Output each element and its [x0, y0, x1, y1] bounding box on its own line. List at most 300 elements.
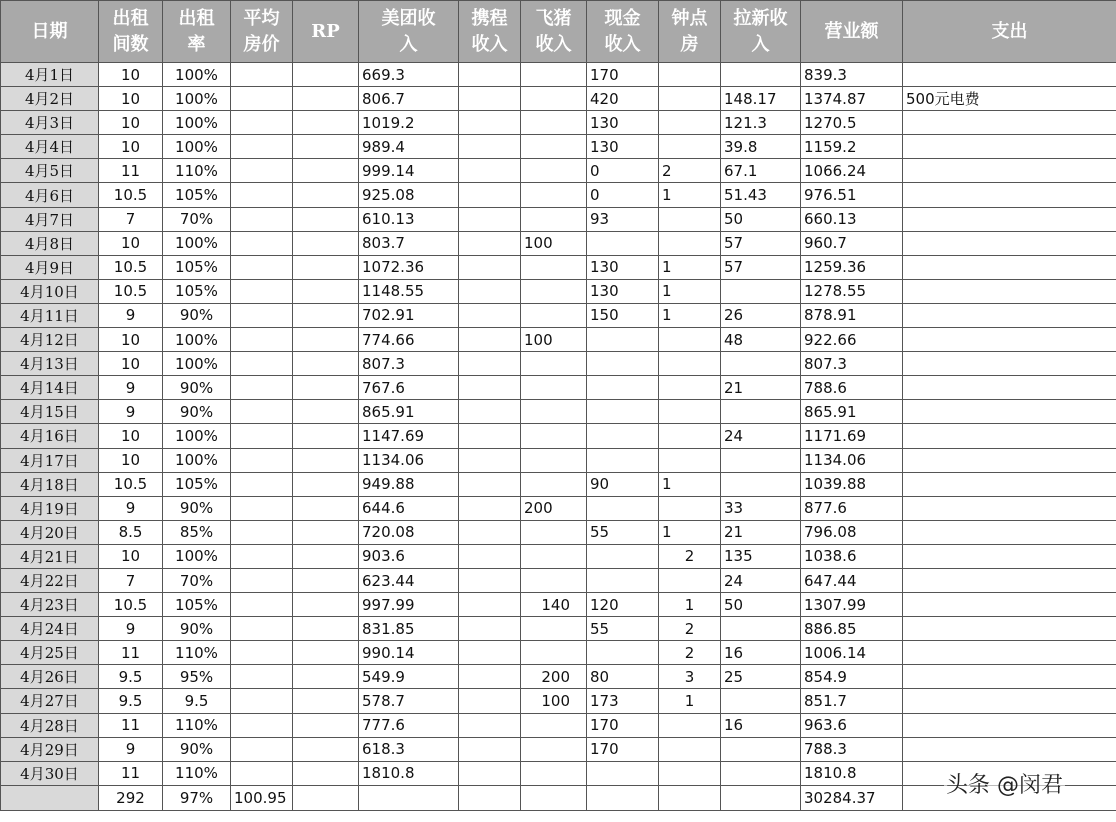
cell-meituan[interactable]: 997.99 [359, 593, 459, 617]
cell-expense[interactable] [903, 63, 1116, 87]
cell-ctrip[interactable] [459, 689, 521, 713]
cell-new-customer[interactable]: 39.8 [721, 135, 801, 159]
cell-revenue[interactable]: 788.3 [801, 737, 903, 761]
cell-hourly[interactable]: 1 [659, 255, 721, 279]
cell-meituan[interactable]: 807.3 [359, 352, 459, 376]
cell-rate[interactable]: 100% [163, 448, 231, 472]
cell-rate[interactable]: 100% [163, 328, 231, 352]
cell-rate[interactable]: 95% [163, 665, 231, 689]
cell-expense[interactable] [903, 255, 1116, 279]
cell-rooms[interactable]: 11 [99, 641, 163, 665]
cell-revenue[interactable]: 1259.36 [801, 255, 903, 279]
cell-revenue[interactable]: 1810.8 [801, 761, 903, 785]
cell-new-customer[interactable]: 33 [721, 496, 801, 520]
cell-expense[interactable] [903, 400, 1116, 424]
cell-new-customer[interactable]: 135 [721, 544, 801, 568]
cell-ctrip[interactable] [459, 63, 521, 87]
cell-hourly[interactable] [659, 231, 721, 255]
cell-date[interactable]: 4月29日 [1, 737, 99, 761]
cell-cash[interactable]: 0 [587, 183, 659, 207]
cell-avg-price[interactable] [231, 352, 293, 376]
column-header-cash[interactable] [587, 1, 659, 63]
cell-meituan[interactable]: 949.88 [359, 472, 459, 496]
cell-rate[interactable]: 90% [163, 400, 231, 424]
cell-ctrip[interactable] [459, 279, 521, 303]
cell-cash[interactable] [587, 785, 659, 810]
cell-avg-price[interactable] [231, 159, 293, 183]
cell-ctrip[interactable] [459, 400, 521, 424]
cell-rp[interactable] [293, 568, 359, 592]
cell-rooms[interactable]: 9 [99, 496, 163, 520]
cell-cash[interactable]: 55 [587, 520, 659, 544]
cell-rooms[interactable]: 292 [99, 785, 163, 810]
cell-date[interactable]: 4月3日 [1, 111, 99, 135]
cell-expense[interactable] [903, 472, 1116, 496]
cell-meituan[interactable]: 999.14 [359, 159, 459, 183]
cell-rate[interactable]: 105% [163, 255, 231, 279]
cell-hourly[interactable] [659, 737, 721, 761]
cell-avg-price[interactable] [231, 761, 293, 785]
cell-date[interactable]: 4月17日 [1, 448, 99, 472]
cell-expense[interactable] [903, 328, 1116, 352]
cell-rate[interactable]: 90% [163, 376, 231, 400]
cell-rooms[interactable]: 10 [99, 544, 163, 568]
cell-cash[interactable] [587, 641, 659, 665]
cell-meituan[interactable]: 1810.8 [359, 761, 459, 785]
cell-fliggy[interactable] [521, 785, 587, 810]
cell-avg-price[interactable] [231, 665, 293, 689]
cell-new-customer[interactable] [721, 761, 801, 785]
cell-rate[interactable]: 100% [163, 544, 231, 568]
cell-rp[interactable] [293, 424, 359, 448]
cell-avg-price[interactable] [231, 593, 293, 617]
cell-rp[interactable] [293, 761, 359, 785]
cell-rp[interactable] [293, 641, 359, 665]
cell-revenue[interactable]: 1134.06 [801, 448, 903, 472]
cell-hourly[interactable] [659, 135, 721, 159]
cell-date[interactable]: 4月19日 [1, 496, 99, 520]
column-header-meituan[interactable] [359, 1, 459, 63]
cell-ctrip[interactable] [459, 231, 521, 255]
cell-cash[interactable]: 55 [587, 617, 659, 641]
cell-meituan[interactable]: 806.7 [359, 87, 459, 111]
cell-date[interactable]: 4月7日 [1, 207, 99, 231]
cell-cash[interactable] [587, 424, 659, 448]
cell-rooms[interactable]: 9 [99, 737, 163, 761]
cell-meituan[interactable]: 623.44 [359, 568, 459, 592]
cell-date[interactable]: 4月15日 [1, 400, 99, 424]
cell-revenue[interactable]: 886.85 [801, 617, 903, 641]
cell-cash[interactable] [587, 568, 659, 592]
cell-fliggy[interactable]: 200 [521, 496, 587, 520]
cell-rate[interactable]: 105% [163, 183, 231, 207]
cell-meituan[interactable]: 1019.2 [359, 111, 459, 135]
cell-rate[interactable]: 100% [163, 63, 231, 87]
cell-hourly[interactable]: 1 [659, 472, 721, 496]
cell-hourly[interactable] [659, 207, 721, 231]
cell-expense[interactable]: 500元电费 [903, 87, 1116, 111]
cell-date[interactable]: 4月4日 [1, 135, 99, 159]
cell-rate[interactable]: 90% [163, 737, 231, 761]
cell-date[interactable]: 4月10日 [1, 279, 99, 303]
cell-rp[interactable] [293, 737, 359, 761]
cell-rate[interactable]: 100% [163, 135, 231, 159]
cell-new-customer[interactable] [721, 617, 801, 641]
column-header-hourly[interactable] [659, 1, 721, 63]
cell-expense[interactable] [903, 183, 1116, 207]
cell-revenue[interactable]: 851.7 [801, 689, 903, 713]
cell-hourly[interactable] [659, 111, 721, 135]
cell-new-customer[interactable]: 121.3 [721, 111, 801, 135]
cell-revenue[interactable]: 1159.2 [801, 135, 903, 159]
cell-fliggy[interactable] [521, 568, 587, 592]
cell-fliggy[interactable]: 200 [521, 665, 587, 689]
cell-new-customer[interactable] [721, 279, 801, 303]
cell-avg-price[interactable] [231, 303, 293, 327]
cell-ctrip[interactable] [459, 737, 521, 761]
cell-avg-price[interactable] [231, 87, 293, 111]
cell-date[interactable]: 4月23日 [1, 593, 99, 617]
cell-rp[interactable] [293, 87, 359, 111]
cell-rate[interactable]: 105% [163, 279, 231, 303]
cell-cash[interactable]: 173 [587, 689, 659, 713]
column-header-rooms[interactable] [99, 1, 163, 63]
cell-expense[interactable] [903, 689, 1116, 713]
cell-rp[interactable] [293, 665, 359, 689]
cell-rp[interactable] [293, 448, 359, 472]
cell-cash[interactable]: 93 [587, 207, 659, 231]
cell-hourly[interactable] [659, 448, 721, 472]
column-header-rp[interactable] [293, 1, 359, 63]
cell-rooms[interactable]: 10 [99, 63, 163, 87]
cell-meituan[interactable]: 610.13 [359, 207, 459, 231]
cell-rp[interactable] [293, 159, 359, 183]
cell-rp[interactable] [293, 376, 359, 400]
cell-new-customer[interactable]: 21 [721, 520, 801, 544]
column-header-avg-price[interactable] [231, 1, 293, 63]
cell-rate[interactable]: 110% [163, 159, 231, 183]
cell-rate[interactable]: 97% [163, 785, 231, 810]
cell-revenue[interactable]: 878.91 [801, 303, 903, 327]
cell-ctrip[interactable] [459, 520, 521, 544]
cell-new-customer[interactable]: 25 [721, 665, 801, 689]
cell-meituan[interactable]: 903.6 [359, 544, 459, 568]
cell-new-customer[interactable] [721, 352, 801, 376]
cell-expense[interactable] [903, 303, 1116, 327]
cell-date[interactable]: 4月18日 [1, 472, 99, 496]
cell-new-customer[interactable]: 16 [721, 713, 801, 737]
cell-ctrip[interactable] [459, 713, 521, 737]
cell-revenue[interactable]: 1270.5 [801, 111, 903, 135]
cell-avg-price[interactable] [231, 641, 293, 665]
cell-rp[interactable] [293, 472, 359, 496]
cell-fliggy[interactable]: 100 [521, 328, 587, 352]
cell-ctrip[interactable] [459, 328, 521, 352]
cell-cash[interactable]: 420 [587, 87, 659, 111]
cell-date[interactable]: 4月11日 [1, 303, 99, 327]
cell-rp[interactable] [293, 520, 359, 544]
cell-date[interactable]: 4月22日 [1, 568, 99, 592]
cell-expense[interactable] [903, 544, 1116, 568]
cell-cash[interactable] [587, 761, 659, 785]
cell-rp[interactable] [293, 303, 359, 327]
cell-fliggy[interactable] [521, 303, 587, 327]
cell-revenue[interactable]: 976.51 [801, 183, 903, 207]
cell-date[interactable]: 4月24日 [1, 617, 99, 641]
column-header-ctrip[interactable] [459, 1, 521, 63]
cell-revenue[interactable]: 647.44 [801, 568, 903, 592]
cell-new-customer[interactable]: 50 [721, 207, 801, 231]
cell-date[interactable]: 4月5日 [1, 159, 99, 183]
cell-meituan[interactable]: 925.08 [359, 183, 459, 207]
cell-rp[interactable] [293, 352, 359, 376]
cell-meituan[interactable]: 990.14 [359, 641, 459, 665]
cell-expense[interactable] [903, 376, 1116, 400]
cell-avg-price[interactable] [231, 424, 293, 448]
cell-rate[interactable]: 110% [163, 761, 231, 785]
cell-expense[interactable] [903, 159, 1116, 183]
cell-rate[interactable]: 90% [163, 617, 231, 641]
cell-rp[interactable] [293, 111, 359, 135]
cell-hourly[interactable] [659, 713, 721, 737]
cell-rp[interactable] [293, 63, 359, 87]
column-header-expense[interactable] [903, 1, 1116, 63]
cell-rooms[interactable]: 11 [99, 761, 163, 785]
cell-rooms[interactable]: 10.5 [99, 472, 163, 496]
cell-new-customer[interactable]: 50 [721, 593, 801, 617]
cell-hourly[interactable] [659, 87, 721, 111]
cell-revenue[interactable]: 660.13 [801, 207, 903, 231]
cell-rooms[interactable]: 10.5 [99, 183, 163, 207]
cell-expense[interactable] [903, 520, 1116, 544]
cell-rate[interactable]: 105% [163, 472, 231, 496]
cell-date[interactable]: 4月9日 [1, 255, 99, 279]
cell-meituan[interactable]: 1134.06 [359, 448, 459, 472]
cell-avg-price[interactable] [231, 689, 293, 713]
cell-fliggy[interactable] [521, 472, 587, 496]
cell-revenue[interactable]: 963.6 [801, 713, 903, 737]
cell-meituan[interactable]: 720.08 [359, 520, 459, 544]
cell-rp[interactable] [293, 496, 359, 520]
cell-fliggy[interactable]: 100 [521, 231, 587, 255]
cell-meituan[interactable]: 831.85 [359, 617, 459, 641]
cell-rooms[interactable]: 9.5 [99, 665, 163, 689]
cell-cash[interactable]: 130 [587, 255, 659, 279]
cell-fliggy[interactable] [521, 520, 587, 544]
cell-expense[interactable] [903, 207, 1116, 231]
cell-date[interactable]: 4月21日 [1, 544, 99, 568]
cell-avg-price[interactable] [231, 328, 293, 352]
cell-new-customer[interactable]: 24 [721, 568, 801, 592]
cell-fliggy[interactable]: 100 [521, 689, 587, 713]
cell-hourly[interactable]: 1 [659, 183, 721, 207]
cell-ctrip[interactable] [459, 761, 521, 785]
cell-cash[interactable]: 0 [587, 159, 659, 183]
cell-expense[interactable] [903, 593, 1116, 617]
cell-rooms[interactable]: 9 [99, 617, 163, 641]
cell-fliggy[interactable] [521, 376, 587, 400]
cell-cash[interactable]: 150 [587, 303, 659, 327]
cell-avg-price[interactable] [231, 63, 293, 87]
cell-cash[interactable]: 120 [587, 593, 659, 617]
cell-rate[interactable]: 70% [163, 207, 231, 231]
cell-date[interactable]: 4月12日 [1, 328, 99, 352]
cell-rp[interactable] [293, 231, 359, 255]
cell-avg-price[interactable] [231, 400, 293, 424]
cell-fliggy[interactable] [521, 544, 587, 568]
cell-rate[interactable]: 70% [163, 568, 231, 592]
cell-expense[interactable] [903, 424, 1116, 448]
cell-revenue[interactable]: 839.3 [801, 63, 903, 87]
cell-cash[interactable]: 170 [587, 63, 659, 87]
cell-revenue[interactable]: 788.6 [801, 376, 903, 400]
cell-avg-price[interactable] [231, 472, 293, 496]
cell-fliggy[interactable] [521, 737, 587, 761]
cell-expense[interactable] [903, 111, 1116, 135]
cell-cash[interactable] [587, 328, 659, 352]
cell-date[interactable]: 4月26日 [1, 665, 99, 689]
cell-revenue[interactable]: 1171.69 [801, 424, 903, 448]
cell-avg-price[interactable] [231, 737, 293, 761]
cell-rate[interactable]: 9.5 [163, 689, 231, 713]
cell-revenue[interactable]: 877.6 [801, 496, 903, 520]
cell-expense[interactable] [903, 665, 1116, 689]
cell-avg-price[interactable] [231, 376, 293, 400]
cell-rate[interactable]: 110% [163, 641, 231, 665]
cell-date[interactable]: 4月14日 [1, 376, 99, 400]
cell-revenue[interactable]: 30284.37 [801, 785, 903, 810]
cell-rooms[interactable]: 10.5 [99, 279, 163, 303]
cell-expense[interactable] [903, 617, 1116, 641]
cell-rooms[interactable]: 10 [99, 135, 163, 159]
cell-ctrip[interactable] [459, 376, 521, 400]
cell-rooms[interactable]: 9 [99, 376, 163, 400]
cell-revenue[interactable]: 796.08 [801, 520, 903, 544]
cell-meituan[interactable]: 578.7 [359, 689, 459, 713]
cell-rooms[interactable]: 10 [99, 231, 163, 255]
cell-rooms[interactable]: 10 [99, 87, 163, 111]
cell-new-customer[interactable]: 26 [721, 303, 801, 327]
cell-new-customer[interactable]: 16 [721, 641, 801, 665]
cell-rp[interactable] [293, 785, 359, 810]
cell-meituan[interactable]: 1072.36 [359, 255, 459, 279]
cell-new-customer[interactable] [721, 448, 801, 472]
cell-rate[interactable]: 100% [163, 111, 231, 135]
cell-meituan[interactable]: 989.4 [359, 135, 459, 159]
cell-date[interactable]: 4月6日 [1, 183, 99, 207]
cell-expense[interactable] [903, 713, 1116, 737]
cell-date[interactable] [1, 785, 99, 810]
cell-hourly[interactable] [659, 785, 721, 810]
cell-cash[interactable] [587, 376, 659, 400]
cell-date[interactable]: 4月13日 [1, 352, 99, 376]
cell-rp[interactable] [293, 400, 359, 424]
cell-meituan[interactable]: 618.3 [359, 737, 459, 761]
cell-meituan[interactable]: 774.66 [359, 328, 459, 352]
cell-new-customer[interactable] [721, 400, 801, 424]
cell-fliggy[interactable] [521, 617, 587, 641]
cell-expense[interactable] [903, 352, 1116, 376]
cell-ctrip[interactable] [459, 665, 521, 689]
cell-rate[interactable]: 90% [163, 303, 231, 327]
cell-rp[interactable] [293, 617, 359, 641]
cell-hourly[interactable]: 2 [659, 641, 721, 665]
cell-rate[interactable]: 100% [163, 231, 231, 255]
cell-new-customer[interactable] [721, 737, 801, 761]
cell-fliggy[interactable] [521, 111, 587, 135]
cell-avg-price[interactable] [231, 183, 293, 207]
cell-meituan[interactable] [359, 785, 459, 810]
cell-ctrip[interactable] [459, 641, 521, 665]
cell-avg-price[interactable] [231, 448, 293, 472]
cell-revenue[interactable]: 1307.99 [801, 593, 903, 617]
cell-hourly[interactable]: 1 [659, 303, 721, 327]
cell-expense[interactable] [903, 496, 1116, 520]
cell-hourly[interactable] [659, 761, 721, 785]
cell-new-customer[interactable]: 51.43 [721, 183, 801, 207]
cell-rooms[interactable]: 9.5 [99, 689, 163, 713]
cell-avg-price[interactable] [231, 713, 293, 737]
cell-ctrip[interactable] [459, 568, 521, 592]
cell-hourly[interactable]: 1 [659, 520, 721, 544]
cell-meituan[interactable]: 669.3 [359, 63, 459, 87]
cell-meituan[interactable]: 644.6 [359, 496, 459, 520]
cell-meituan[interactable]: 777.6 [359, 713, 459, 737]
cell-fliggy[interactable] [521, 183, 587, 207]
cell-cash[interactable]: 170 [587, 737, 659, 761]
cell-ctrip[interactable] [459, 87, 521, 111]
cell-hourly[interactable]: 2 [659, 544, 721, 568]
cell-avg-price[interactable] [231, 279, 293, 303]
cell-ctrip[interactable] [459, 183, 521, 207]
cell-revenue[interactable]: 1374.87 [801, 87, 903, 111]
cell-avg-price[interactable] [231, 135, 293, 159]
cell-fliggy[interactable] [521, 207, 587, 231]
cell-fliggy[interactable]: 140 [521, 593, 587, 617]
cell-hourly[interactable] [659, 376, 721, 400]
cell-revenue[interactable]: 1066.24 [801, 159, 903, 183]
cell-avg-price[interactable]: 100.95 [231, 785, 293, 810]
cell-rate[interactable]: 90% [163, 496, 231, 520]
cell-rooms[interactable]: 8.5 [99, 520, 163, 544]
cell-fliggy[interactable] [521, 400, 587, 424]
cell-fliggy[interactable] [521, 713, 587, 737]
cell-rooms[interactable]: 10 [99, 352, 163, 376]
cell-rooms[interactable]: 9 [99, 400, 163, 424]
cell-cash[interactable] [587, 352, 659, 376]
cell-meituan[interactable]: 549.9 [359, 665, 459, 689]
cell-hourly[interactable]: 1 [659, 279, 721, 303]
cell-cash[interactable] [587, 448, 659, 472]
cell-fliggy[interactable] [521, 255, 587, 279]
cell-new-customer[interactable]: 57 [721, 231, 801, 255]
cell-rp[interactable] [293, 593, 359, 617]
cell-rooms[interactable]: 10 [99, 448, 163, 472]
cell-new-customer[interactable]: 67.1 [721, 159, 801, 183]
cell-hourly[interactable]: 1 [659, 593, 721, 617]
cell-ctrip[interactable] [459, 207, 521, 231]
cell-avg-price[interactable] [231, 111, 293, 135]
cell-hourly[interactable] [659, 63, 721, 87]
cell-date[interactable]: 4月2日 [1, 87, 99, 111]
cell-new-customer[interactable]: 24 [721, 424, 801, 448]
cell-date[interactable]: 4月8日 [1, 231, 99, 255]
cell-avg-price[interactable] [231, 231, 293, 255]
cell-hourly[interactable] [659, 328, 721, 352]
cell-fliggy[interactable] [521, 279, 587, 303]
cell-ctrip[interactable] [459, 159, 521, 183]
cell-rp[interactable] [293, 689, 359, 713]
